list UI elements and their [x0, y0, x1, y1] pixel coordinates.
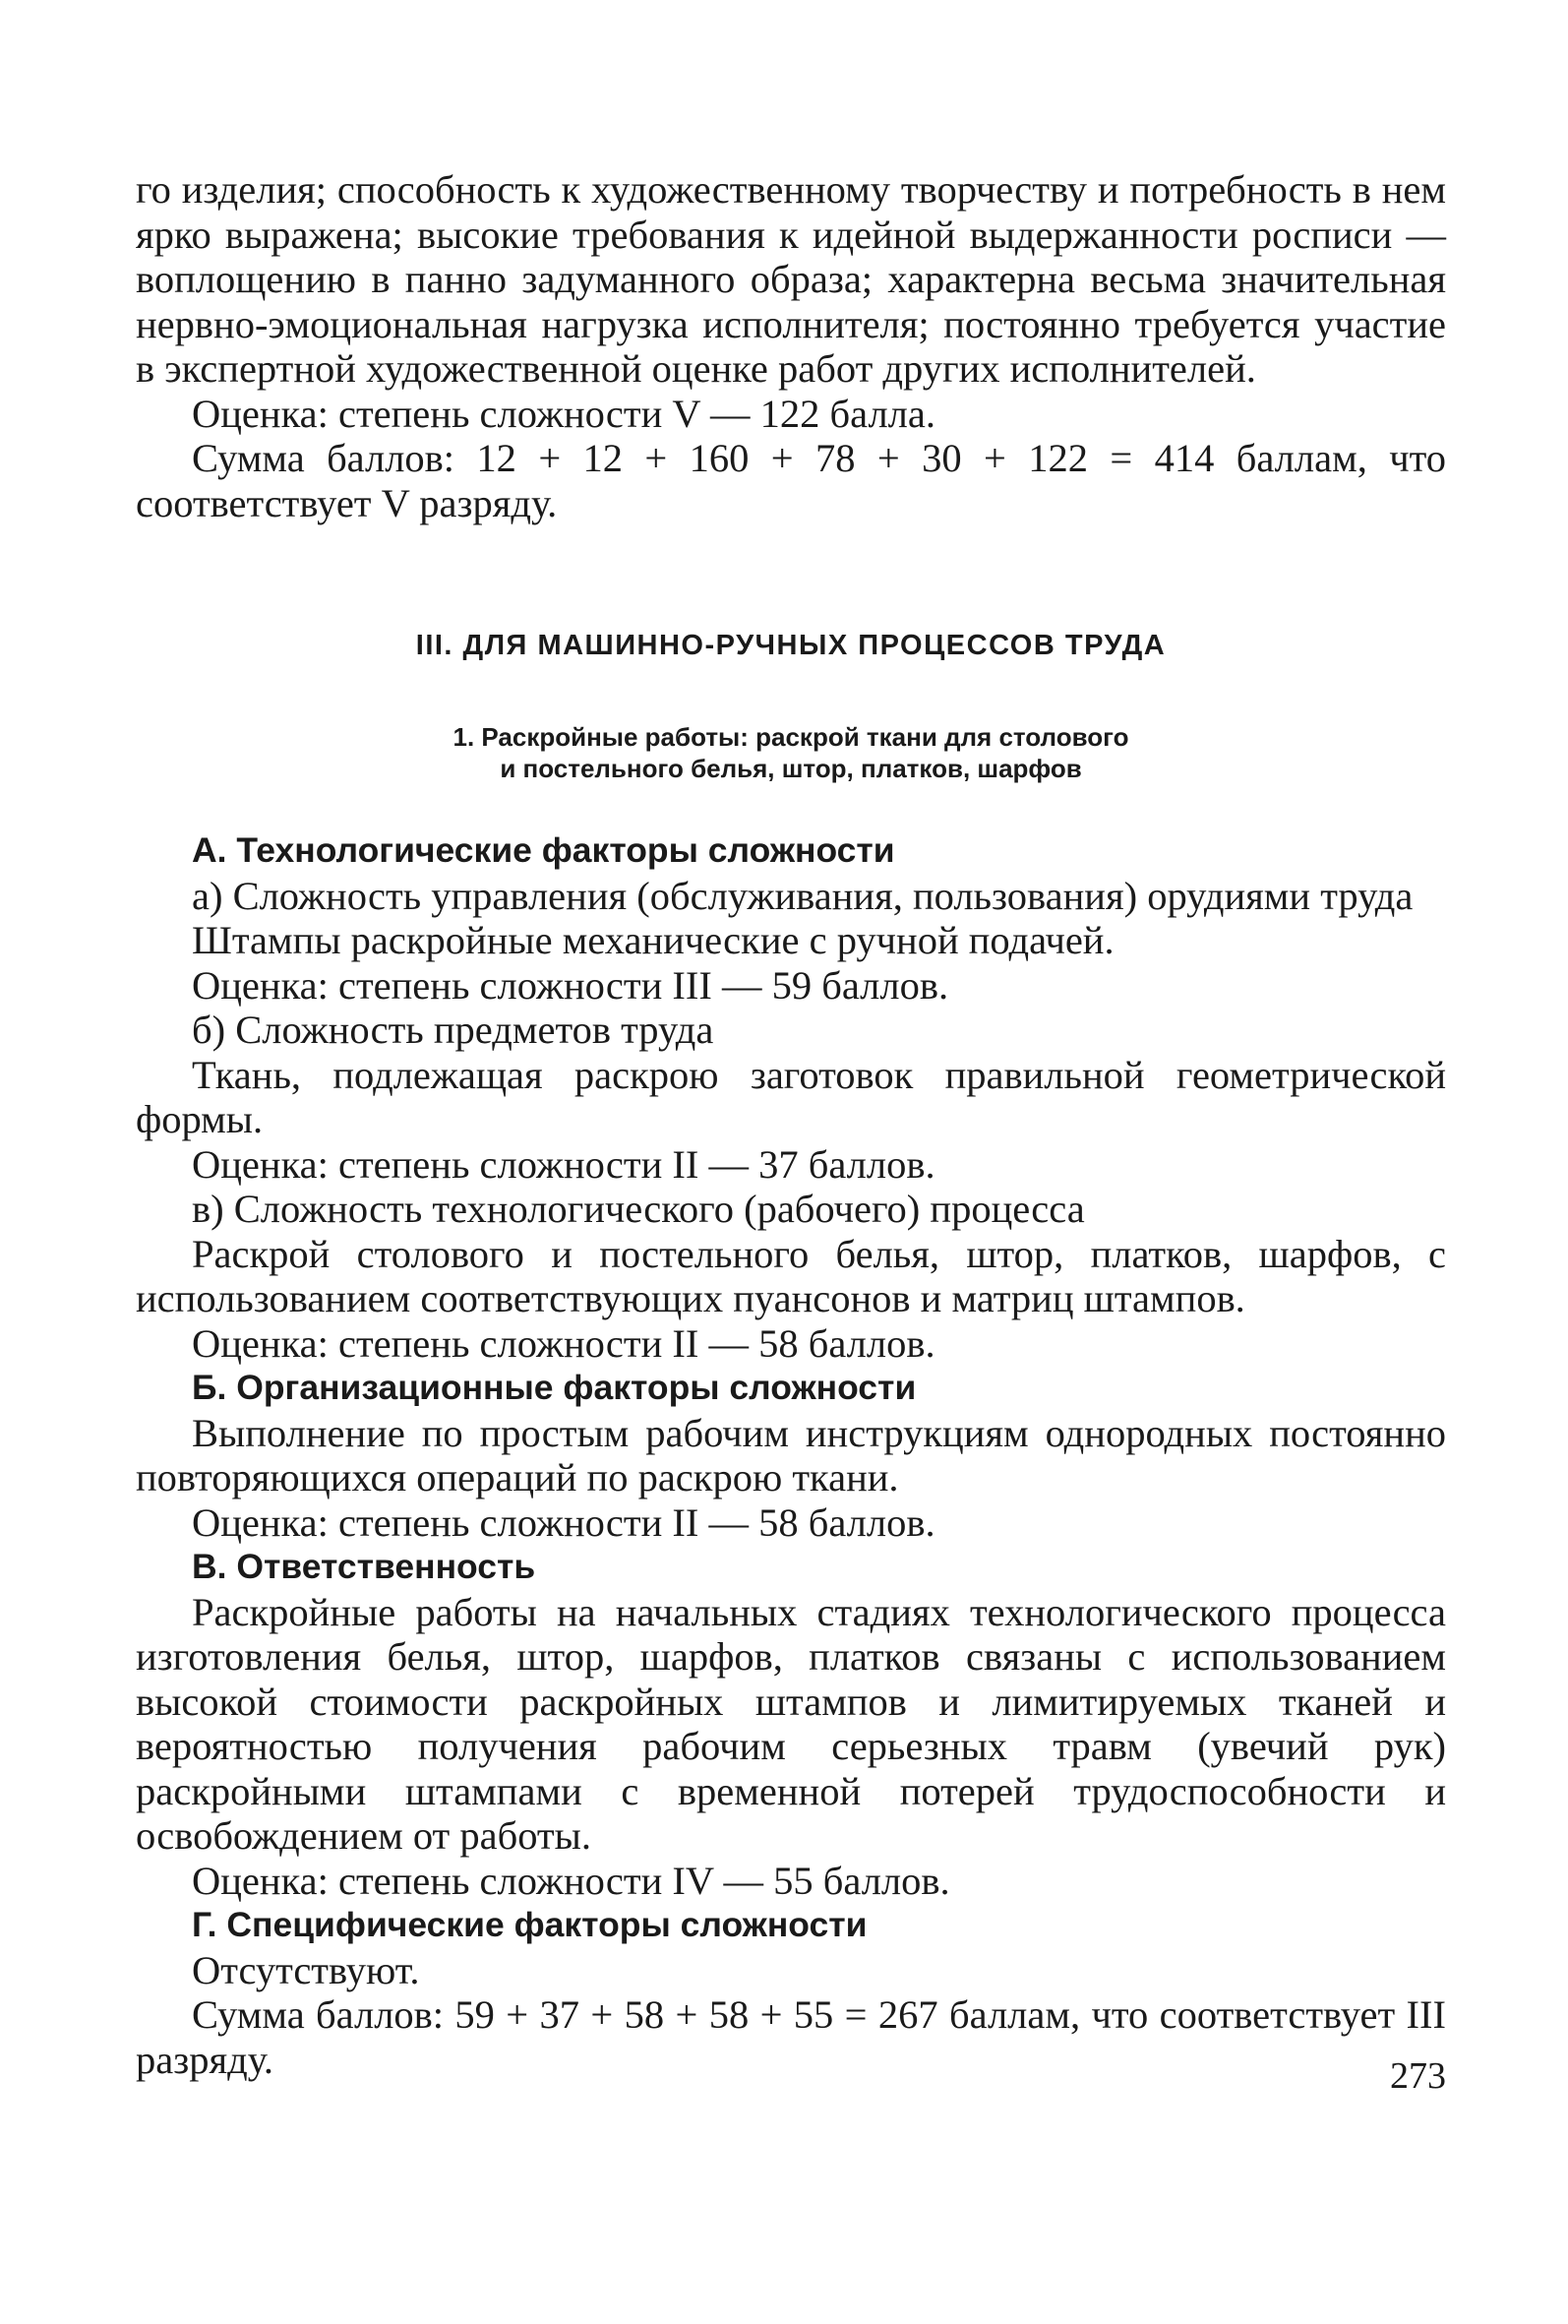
responsibility-text: Раскройные работы на начальных стадиях технологического процесса изготовления белья, штор, шарфов, платков связаны с использованием высокой стоимости раскройных штампов и лимитируемых тканей и вероятностью получения рабочим серьезных травм (увечий рук) раскройными штампами с временной потерей трудоспособности и освобождением от работы.: [136, 1589, 1446, 1858]
item-c-label: в) Сложность технологического (рабочего) процесса: [192, 1187, 1085, 1231]
item-c-score: Оценка: степень сложности II — 58 баллов.: [192, 1320, 935, 1366]
item-a-score: Оценка: степень сложности III — 59 баллов.: [192, 962, 949, 1008]
section-title: III. ДЛЯ МАШИННО-РУЧНЫХ ПРОЦЕССОВ ТРУДА: [415, 630, 1167, 661]
continuation-block: [136, 167, 1446, 525]
item-c-text: Раскрой столового и постельного белья, штор, платков, шарфов, с использованием соответствующих пуансонов и матриц штампов.: [136, 1231, 1446, 1320]
continuation-paragraph: го изделия; способность к художественному творчеству и потребность в нем ярко выражена; высокие требования к идейной выдержанности росписи — воплощению в панно задуманного образа; характерна весьма значительная нервно-эмоциональная нагрузка исполнителя; постоянно требуется участие в экспертной художественной оценке работ других исполнителей.: [136, 167, 1446, 391]
heading-specific-factors: Г. Специфические факторы сложности: [192, 1905, 868, 1944]
final-sum-line: Сумма баллов: 59 + 37 + 58 + 58 + 55 = 267 баллам, что соответствует III разряду.: [136, 1992, 1446, 2082]
item-b-text: Ткань, подлежащая раскрою заготовок правильной геометрической формы.: [136, 1052, 1446, 1141]
item-b-score: Оценка: степень сложности II — 37 баллов.: [192, 1141, 935, 1187]
page-number: 273: [1390, 2055, 1446, 2097]
item-a-text: Штампы раскройные механические с ручной подачей.: [192, 918, 1115, 962]
organizational-score: Оценка: степень сложности II — 58 баллов.: [192, 1499, 935, 1545]
main-body: [136, 828, 1446, 2082]
heading-technological-factors: А. Технологические факторы сложности: [192, 830, 895, 870]
sum-line: Сумма баллов: 12 + 12 + 160 + 78 + 30 + 122 = 414 баллам, что соответствует V разряду.: [136, 436, 1446, 525]
heading-organizational-factors: Б. Организационные факторы сложности: [192, 1368, 917, 1407]
subsection-title-line-1: 1. Раскройные работы: раскрой ткани для столового: [452, 722, 1129, 752]
subsection-title: [136, 721, 1446, 784]
score-line: Оценка: степень сложности V — 122 балла.: [192, 391, 935, 436]
item-b-label: б) Сложность предметов труда: [192, 1008, 714, 1052]
specific-text: Отсутствуют.: [192, 1947, 420, 1992]
subsection-title-line-2: и постельного белья, штор, платков, шарфов: [500, 754, 1082, 783]
heading-responsibility: В. Ответственность: [192, 1547, 536, 1586]
responsibility-score: Оценка: степень сложности IV — 55 баллов.: [192, 1858, 950, 1903]
organizational-text: Выполнение по простым рабочим инструкциям однородных постоянно повторяющихся операций по раскрою ткани.: [136, 1410, 1446, 1499]
item-a-label: а) Сложность управления (обслуживания, пользования) орудиями труда: [192, 873, 1414, 918]
